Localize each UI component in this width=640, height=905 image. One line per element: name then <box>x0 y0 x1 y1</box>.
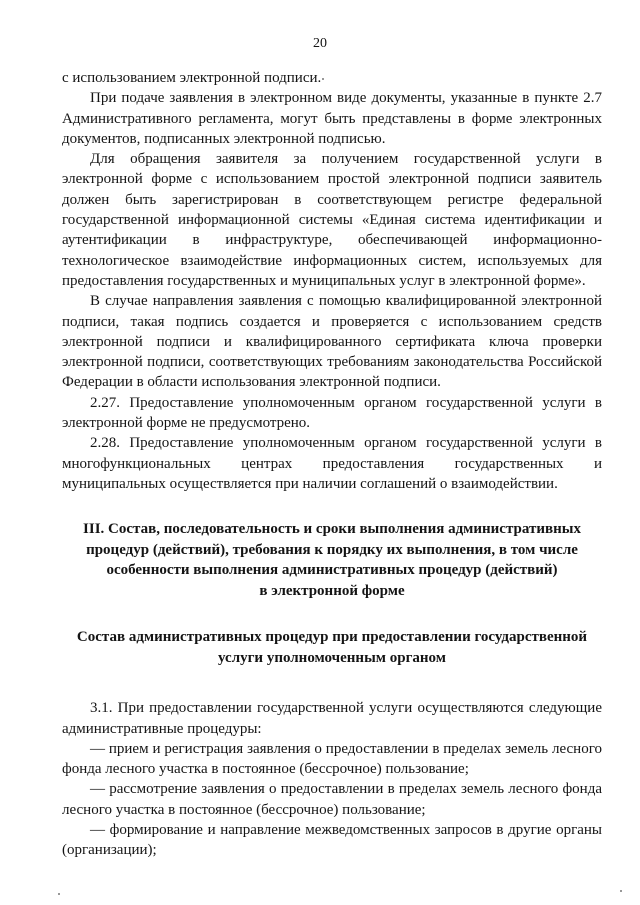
section-heading-line: процедур (действий), требования к порядку их выполнения, в том числе <box>86 541 578 558</box>
document-body <box>62 68 602 861</box>
paragraph-continuation: с использованием электронной подписи. <box>62 70 322 86</box>
paragraph-simple-signature: Для обращения заявителя за получением государственной услуги в электронной форме с использованием простой электронной подписи заявитель должен быть зарегистрирован в соответствующем регистре федеральной государственной информационной системы «Единая система идентификации и аутентификации в инфраструктуре, обеспечивающей информационно-технологическое взаимодействие информационных систем, используемых для предоставления государственных и муниципальных услуг в электронной форме». <box>62 151 602 289</box>
scan-speck <box>322 78 324 80</box>
list-item-reception: — прием и регистрация заявления о предоставлении в пределах земель лесного фонда лесного участка в постоянное (бессрочное) пользование; <box>62 740 602 778</box>
section-heading-line: в электронной форме <box>259 582 405 599</box>
paragraph-2-28: 2.28. Предоставление уполномоченным органом государственной услуги в многофункциональных центрах предоставления государственных и муниципальных осуществляется при наличии соглашений о взаимодействии. <box>62 435 602 492</box>
paragraph-qualified-signature: В случае направления заявления с помощью квалифицированной электронной подписи, такая подпись создается и проверяется с использованием средств электронной подписи и квалифицированного сертификата ключа проверки электронной подписи, соответствующих требованиям законодательства Российской Федерации в области использования электронной подписи. <box>62 293 602 391</box>
paragraph-2-27: 2.27. Предоставление уполномоченным органом государственной услуги в электронной форме не предусмотрено. <box>62 394 602 432</box>
paragraph-electronic-documents: При подаче заявления в электронном виде документы, указанные в пункте 2.7 Административного регламента, могут быть представлены в форме электронных документов, подписанных электронной подписью. <box>62 90 602 147</box>
section-heading-line: особенности выполнения административных процедур (действий) <box>106 562 558 579</box>
paragraph-3-1: 3.1. При предоставлении государственной услуги осуществляются следующие административные процедуры: <box>62 700 602 737</box>
subheading <box>62 627 602 668</box>
subheading-line: Состав административных процедур при предоставлении государственной <box>76 629 588 646</box>
scan-speck <box>58 893 60 895</box>
section-heading-line: III. Состав, последовательность и сроки выполнения административных <box>83 521 581 538</box>
page-number: 20 <box>313 36 327 51</box>
list-item-requests: — формирование и направление межведомственных запросов в другие органы (организации); <box>62 822 602 859</box>
section-heading <box>62 519 602 601</box>
subheading-line: услуги уполномоченным органом <box>218 649 446 666</box>
scan-speck <box>620 890 622 892</box>
list-item-review: — рассмотрение заявления о предоставлении в пределах земель лесного фонда лесного участка в постоянное (бессрочное) пользование; <box>62 781 602 818</box>
